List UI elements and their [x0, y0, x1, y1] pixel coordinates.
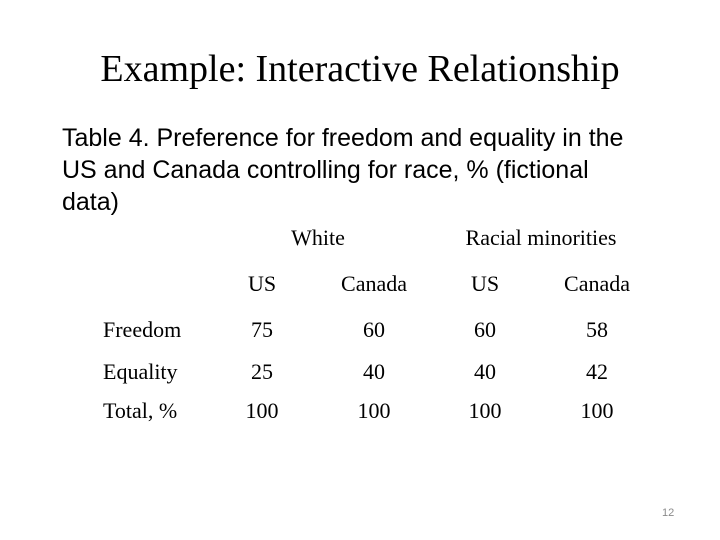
table-cell: 58	[586, 317, 608, 342]
table-cell: 100	[245, 398, 279, 423]
column-header-minorities-canada: Canada	[564, 271, 630, 296]
group-header-white: White	[291, 225, 345, 250]
table-cell: 100	[357, 398, 391, 423]
slide-title: Example: Interactive Relationship	[100, 48, 620, 90]
caption-line-2: US and Canada controlling for race, % (fictional	[62, 156, 589, 184]
row-label-total: Total, %	[103, 398, 178, 423]
table-cell: 75	[251, 317, 273, 342]
caption-line-1: Table 4. Preference for freedom and equality in the	[62, 124, 624, 152]
table-cell: 40	[474, 359, 496, 384]
table-cell: 100	[580, 398, 614, 423]
table-cell: 42	[586, 359, 608, 384]
table-caption	[62, 122, 662, 218]
table-cell: 40	[363, 359, 385, 384]
row-label-equality: Equality	[103, 359, 178, 384]
column-header-minorities-us: US	[470, 271, 500, 296]
group-header-racial-minorities: Racial minorities	[465, 225, 617, 250]
table-cell: 100	[468, 398, 502, 423]
column-header-white-us: US	[247, 271, 277, 296]
table-cell: 60	[363, 317, 385, 342]
table-cell: 25	[251, 359, 273, 384]
row-label-freedom: Freedom	[103, 317, 182, 342]
table-cell: 60	[474, 317, 496, 342]
slide-number: 12	[662, 507, 675, 519]
column-header-white-canada: Canada	[341, 271, 407, 296]
caption-line-3: data)	[62, 188, 119, 216]
